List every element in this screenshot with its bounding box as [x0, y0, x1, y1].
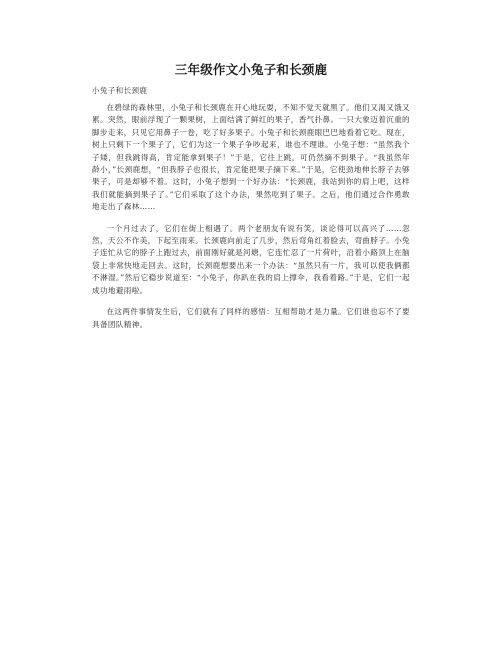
paragraph-2: 一个月过去了，它们在街上相遇了。两个老朋友有说有笑，谈论得可以高兴了……忽然，天公不作美，下起至雨来。长颈鹿向前走了几步，然后弯角红着脸去，弯曲脖子。小兔子连忙从它的脖子上跑过去，前面刚好就是河塘，它连忙忍了一片荷叶，沿着小路顶上在脑袋上非常快地走回去。这时，长颈鹿想要出来一个办法：“虽然只有一片，我可以使我俩都不淋湿。”然后它稳步说道至：“小兔子，你趴在我的肩上撑伞，我看着路。”于是，它们一起成功地避雨啦。 [92, 223, 410, 295]
paragraph-3: 在这两件事情发生后，它们就有了同样的感悟：互相帮助才是力量。它们谁也忘不了要具备团队精神。 [92, 307, 410, 329]
document-body [92, 102, 410, 340]
paragraph-1: 在碧绿的森林里，小兔子和长颈鹿在开心地玩耍，不知不觉天就黑了。他们又渴又饿又累。突然，眼前浮现了一颗果树，上面结满了鲜红的果子，香气扑鼻。一只大象迈着沉重的脚步走来，只见它用鼻子一卷，吃了好多果子。小兔子和长颈鹿眼巴巴地看着它吃。现在，树上只剩下一个果子了，它们为这一个果子争吵起来，谁也不理谁。小兔子想：“虽然我个子矮，但我跳得高，肯定能拿到果子！”于是，它往上跳，可仍然摘不到果子。“我虽然年龄小，”长颈鹿想，“但我脖子也很长，肯定能把果子摘下来。”于是，它使劲地伸长脖子去够果子，可是却够不着。这时，小兔子想到一个好办法：“长颈鹿，我站到你的肩上吧，这样我们就能摘到果子了。”它们采取了这个办法，果然吃到了果子。之后，他们通过合作勇敢地走出了森林…… [92, 103, 410, 212]
document-title: 三年级作文小兔子和长颈鹿 [174, 62, 328, 77]
document-subtitle: 小兔子和长颈鹿 [92, 86, 148, 95]
